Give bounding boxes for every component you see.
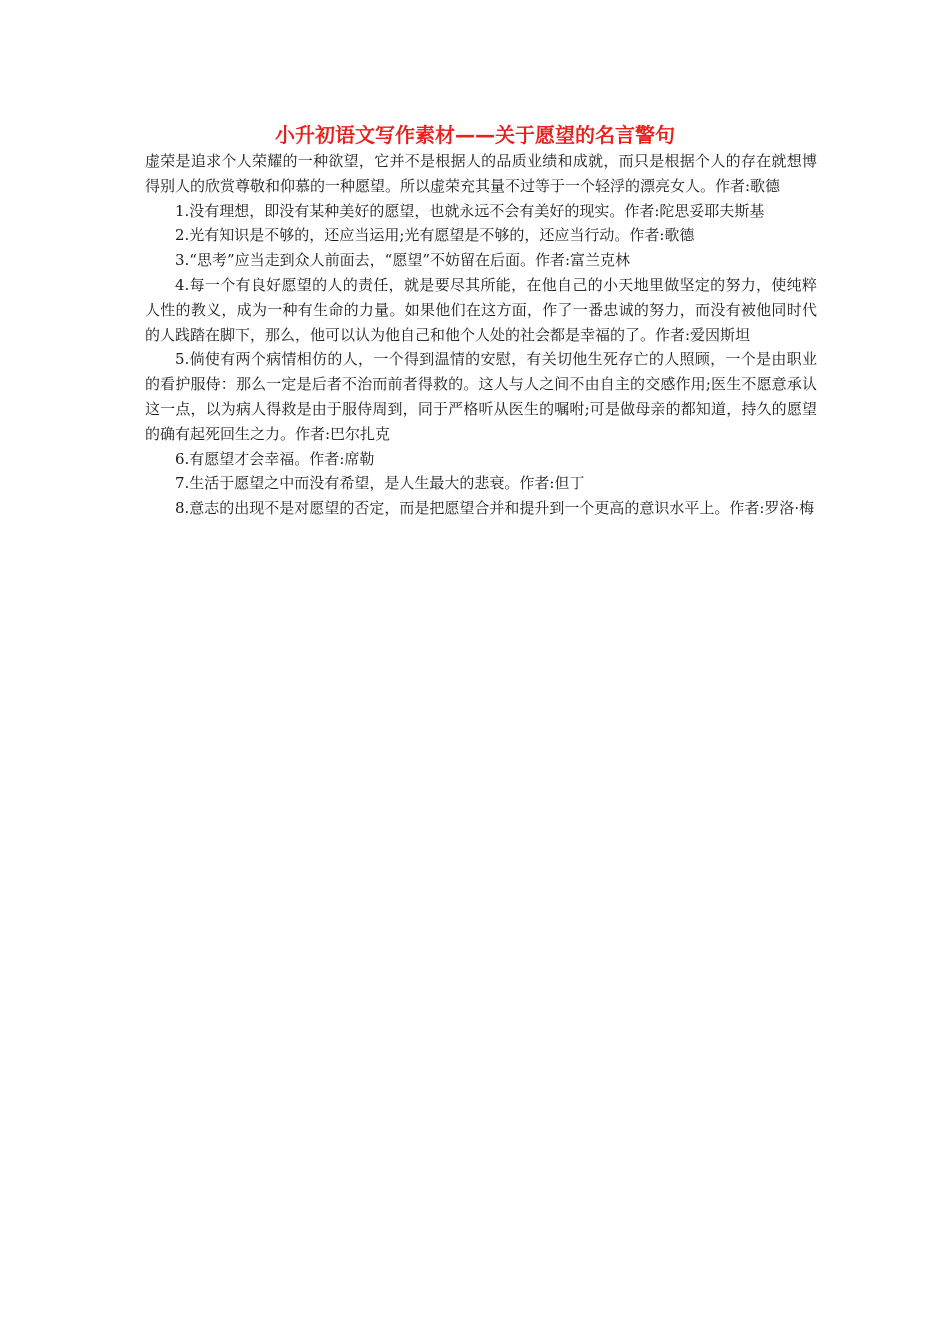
quote-7: 7.生活于愿望之中而没有希望，是人生最大的悲衰。作者:但丁 (175, 474, 585, 493)
quote-4: 4.每一个有良好愿望的人的责任，就是要尽其所能，在他自己的小天地里做坚定的努力，使纯粹人性的教义，成为一种有生命的力量。如果他们在这方面，作了一番忠诚的努力，而没有被他同时代的人践踏在脚下，那么，他可以认为他自己和他个人处的社会都是幸福的了。作者:爱因斯坦 (145, 275, 817, 344)
quote-8: 8.意志的出现不是对愿望的否定，而是把愿望合并和提升到一个更高的意识水平上。作者:罗洛·梅 (175, 499, 815, 518)
document-title: 小升初语文写作素材——关于愿望的名言警句 (275, 123, 675, 147)
quote-3: 3.“思考”应当走到众人前面去，“愿望”不妨留在后面。作者:富兰克林 (175, 251, 631, 270)
quote-5: 5.倘使有两个病情相仿的人，一个得到温情的安慰，有关切他生死存亡的人照顾，一个是由职业的看护服侍：那么一定是后者不治而前者得救的。这人与人之间不由自主的交感作用;医生不愿意承认这一点，以为病人得救是由于服侍周到，同于严格听从医生的嘱咐;可是做母亲的都知道，持久的愿望的确有起死回生之力。作者:巴尔扎克 (145, 350, 817, 443)
quote-6: 6.有愿望才会幸福。作者:席勒 (175, 449, 375, 468)
document-body (145, 149, 817, 521)
quote-2: 2.光有知识是不够的，还应当运用;光有愿望是不够的，还应当行动。作者:歌德 (175, 226, 695, 245)
quote-1: 1.没有理想，即没有某种美好的愿望，也就永远不会有美好的现实。作者:陀思妥耶夫斯基 (175, 201, 765, 220)
intro-paragraph: 虚荣是追求个人荣耀的一种欲望，它并不是根据人的品质业绩和成就，而只是根据个人的存在就想博得别人的欣赏尊敬和仰慕的一种愿望。所以虚荣充其量不过等于一个轻浮的漂亮女人。作者:歌德 (145, 152, 817, 195)
